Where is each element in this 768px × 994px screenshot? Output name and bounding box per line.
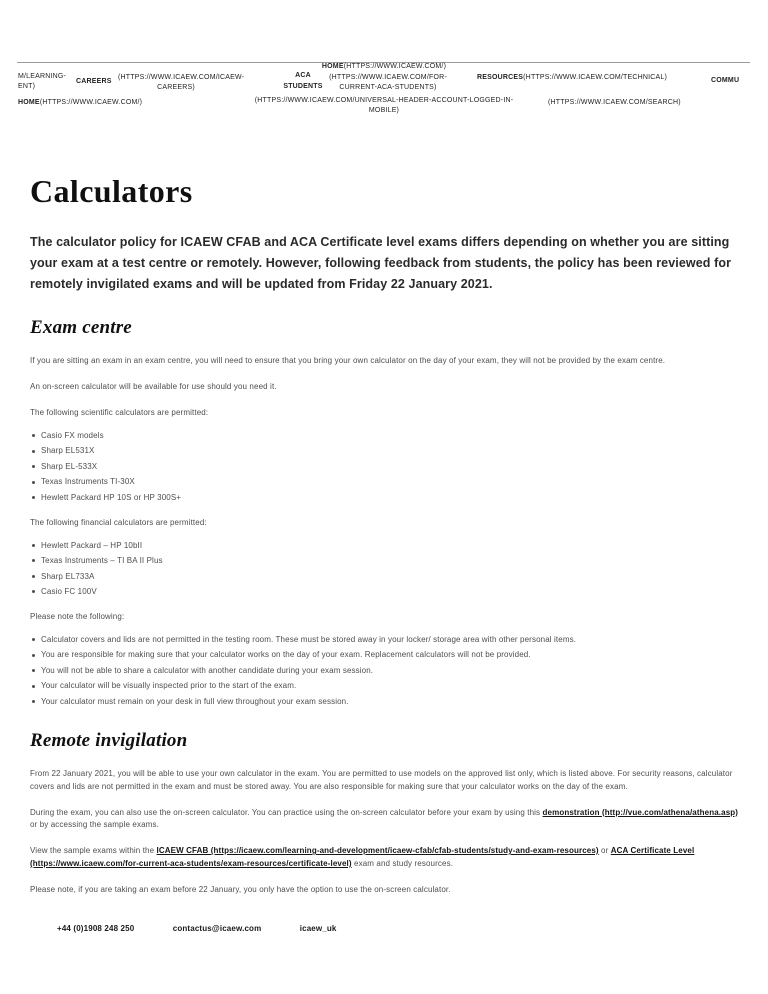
paragraph-with-link [30, 807, 740, 833]
paragraph: The following scientific calculators are permitted: [30, 408, 209, 418]
list-item: Texas Instruments TI-30X [30, 476, 740, 488]
nav-home-label: HOME [321, 63, 344, 70]
nav-careers-url-line1: (HTTPS://WWW.ICAEW.COM/ICAEW- [118, 74, 245, 81]
nav-resources-url: (HTTPS://WWW.ICAEW.COM/TECHNICAL) [523, 74, 668, 81]
exam-rules-list [30, 634, 740, 708]
list-item: Sharp EL531X [30, 445, 740, 457]
list-item: Hewlett Packard HP 10S or HP 300S+ [30, 492, 740, 504]
aca-certificate-level-link[interactable]: ACA Certificate Level (https://www.icaew.com/for-current-aca-students/exam-resources/certificate-level) [30, 846, 695, 868]
paragraph-text: or [598, 846, 611, 856]
paragraph: If you are sitting an exam in an exam centre, you will need to ensure that you bring your own calculator on the day of your exam, they will not be provided by the exam centre. [30, 356, 666, 366]
article [30, 152, 740, 904]
list-item: You are responsible for making sure that your calculator works on the day of your exam. Replacement calculators will not be provided. [30, 649, 740, 661]
list-item: Texas Instruments – TI BA II Plus [30, 555, 740, 567]
list-item: Sharp EL-533X [30, 461, 740, 473]
footer [57, 924, 373, 933]
nav-search-url: (HTTPS://WWW.ICAEW.COM/SEARCH) [548, 99, 681, 106]
icaew-cfab-link[interactable]: ICAEW CFAB (https://icaew.com/learning-and-development/icaew-cfab/cfab-students/study-and-exam-resources) [156, 846, 599, 856]
list-item: Casio FC 100V [30, 586, 740, 598]
nav-link-communities-truncated[interactable] [711, 77, 739, 84]
nav-link-resources[interactable] [477, 74, 667, 81]
nav-link-aca-students[interactable] [281, 70, 325, 92]
nav-learning-line2: ENT) [18, 83, 36, 90]
demonstration-link[interactable]: demonstration (http://vue.com/athena/athena.asp) [542, 807, 739, 817]
footer-phone: +44 (0)1908 248 250 [57, 924, 135, 933]
paragraph-text: exam and study resources. [351, 858, 454, 868]
paragraph: An on-screen calculator will be available for use should you need it. [30, 382, 277, 392]
list-item: Your calculator must remain on your desk in full view throughout your exam session. [30, 696, 740, 708]
nav-link-learning-truncated[interactable] [18, 72, 66, 92]
nav-home-label: HOME [18, 99, 40, 106]
nav-link-home-top[interactable] [0, 63, 768, 70]
nav-home-url: (HTTPS://WWW.ICAEW.COM/) [343, 63, 447, 70]
nav-link-search[interactable] [548, 99, 681, 106]
paragraph: Please note, if you are taking an exam before 22 January, you only have the option to use the on-screen calculator. [30, 884, 451, 894]
list-item: Calculator covers and lids are not permitted in the testing room. These must be stored away in your locker/ storage area with other personal items. [30, 634, 740, 646]
nav-aca-url[interactable] [327, 73, 449, 93]
nav-aca-url-line1: (HTTPS://WWW.ICAEW.COM/FOR- [329, 74, 447, 81]
nav-aca-label-line1: ACA [295, 72, 311, 79]
nav-careers-url-line2: CAREERS) [157, 84, 195, 91]
paragraph: The following financial calculators are permitted: [30, 517, 207, 527]
nav-account-url-line2: MOBILE) [368, 107, 400, 114]
nav-aca-url-line2: CURRENT-ACA-STUDENTS) [339, 84, 437, 91]
intro-paragraph: The calculator policy for ICAEW CFAB and ACA Certificate level exams differs depending on whether you are sitting your exam at a test centre or remotely. However, following feedback from students, the policy has been reviewed for remotely invigilated exams and will be updated from Friday 22 January 2021. [30, 234, 732, 292]
section-heading-exam-centre: Exam centre [30, 317, 132, 339]
nav-careers-url[interactable] [118, 73, 245, 93]
paragraph: From 22 January 2021, you will be able to use your own calculator in the exam. You are permitted to use models on the approved list only, which is listed above. For security reasons, calculator covers and lids are not permitted in the exam and must be stored away. You are also responsible for making sure that your calculator works on the day of the exam. [30, 768, 733, 791]
nav-home-url: (HTTPS://WWW.ICAEW.COM/) [39, 99, 143, 106]
scientific-calculator-list [30, 430, 740, 504]
paragraph-text: or by accessing the sample exams. [30, 820, 159, 830]
paragraph-text: View the sample exams within the [30, 846, 157, 856]
nav-resources-label: RESOURCES [477, 74, 524, 81]
nav-aca-label-line2: STUDENTS [283, 83, 323, 90]
list-item: Sharp EL733A [30, 571, 740, 583]
list-item: Hewlett Packard – HP 10bII [30, 540, 740, 552]
nav-careers-label: CAREERS [76, 78, 112, 85]
nav-communities-label: COMMU [711, 77, 740, 84]
list-item: Your calculator will be visually inspected prior to the start of the exam. [30, 680, 740, 692]
section-heading-remote-invigilation: Remote invigilation [30, 729, 188, 751]
paragraph-with-link [30, 845, 740, 871]
nav-link-careers[interactable] [76, 78, 112, 85]
nav-learning-line1: M/LEARNING- [18, 73, 67, 80]
paragraph: Please note the following: [30, 612, 125, 622]
page-title: Calculators [30, 173, 193, 210]
list-item: You will not be able to share a calculator with another candidate during your exam session. [30, 665, 740, 677]
nav-account-url-line1: (HTTPS://WWW.ICAEW.COM/UNIVERSAL-HEADER-ACCOUNT-LOGGED-IN- [254, 97, 514, 104]
footer-twitter-link[interactable]: icaew_uk [299, 924, 337, 933]
footer-email-link[interactable]: contactus@icaew.com [172, 924, 262, 933]
list-item: Casio FX models [30, 430, 740, 442]
financial-calculator-list [30, 540, 740, 599]
top-navigation [0, 0, 768, 130]
paragraph-text: During the exam, you can also use the on-screen calculator. You can practice using the on-screen calculator before your exam by using this [30, 807, 543, 817]
